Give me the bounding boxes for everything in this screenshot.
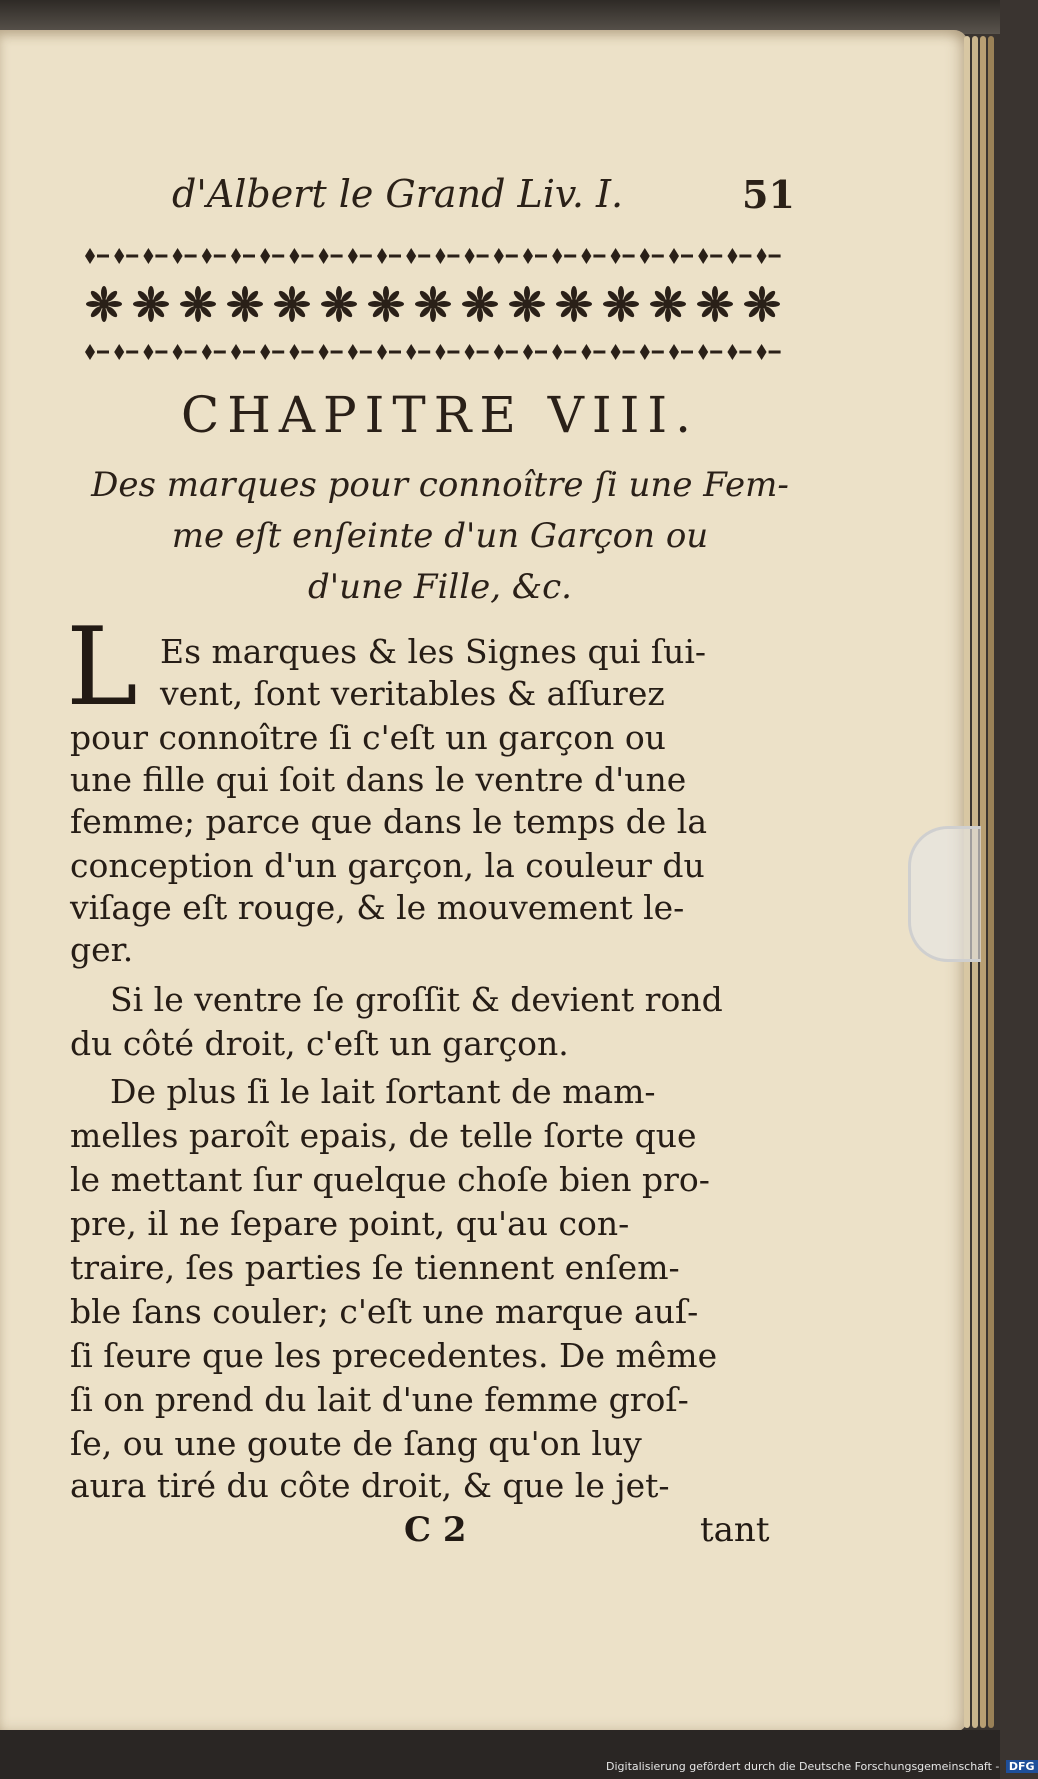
text-line: Si le ventre ſe groſſit & devient rond — [110, 980, 723, 1019]
subtitle-line: me eſt enſeinte d'un Garçon ou — [171, 516, 709, 556]
chapter-heading: CHAPITRE VIII. — [180, 386, 699, 444]
subtitle-line: Des marques pour connoître ſi une Fem- — [91, 465, 789, 505]
signature-mark: C 2 — [404, 1510, 467, 1550]
text-line: pre, il ne ſepare point, qu'au con- — [70, 1204, 630, 1243]
digitization-credit — [606, 1760, 1038, 1773]
text-line: aura tiré du côte droit, & que le jet- — [70, 1466, 670, 1505]
page-number: 51 — [742, 172, 795, 217]
chapter-subtitle — [70, 460, 810, 613]
text-line: De plus ſi le lait ſortant de mam- — [110, 1072, 656, 1111]
page-edge — [988, 36, 994, 1728]
text-line: le mettant ſur quelque choſe bien pro- — [70, 1160, 710, 1199]
catchword: tant — [700, 1510, 770, 1550]
page-clip — [908, 826, 981, 962]
text-line: viſage eſt rouge, & le mouvement le- — [70, 888, 685, 927]
text-line: melles paroît epais, de telle ſorte que — [70, 1116, 697, 1155]
running-title: d'Albert le Grand Liv. I. — [172, 172, 624, 216]
text-line: ſi ſeure que les precedentes. De même — [70, 1336, 718, 1375]
text-line: ſe, ou une goute de ſang qu'on luy — [70, 1424, 642, 1463]
text-line: ble ſans couler; c'eſt une marque auſ- — [70, 1292, 699, 1331]
text-line: Es marques & les Signes qui ſui- — [160, 632, 707, 671]
running-head — [150, 172, 795, 222]
text-line: traire, ſes parties ſe tiennent enſem- — [70, 1248, 680, 1287]
text-line: conception d'un garçon, la couleur du — [70, 846, 705, 885]
text-line: pour connoître ſi c'eſt un garçon ou — [70, 718, 666, 757]
book-top-edge — [0, 0, 1000, 34]
credit-text: Digitalisierung gefördert durch die Deutsche Forschungsgemeinschaft - — [606, 1760, 1000, 1773]
text-line: ger. — [70, 930, 134, 969]
dfg-logo: DFG — [1006, 1760, 1038, 1773]
subtitle-line: d'une Fille, &c. — [308, 567, 572, 607]
text-line: vent, ſont veritables & aſſurez — [160, 674, 665, 713]
drop-cap: L — [66, 605, 138, 730]
text-line: ſi on prend du lait d'une femme groſ- — [70, 1380, 689, 1419]
headpiece-ornament — [78, 242, 784, 368]
text-line: du côté droit, c'eſt un garçon. — [70, 1024, 569, 1063]
text-line: une fille qui ſoit dans le ventre d'une — [70, 760, 687, 799]
text-line: femme; parce que dans le temps de la — [70, 802, 707, 841]
